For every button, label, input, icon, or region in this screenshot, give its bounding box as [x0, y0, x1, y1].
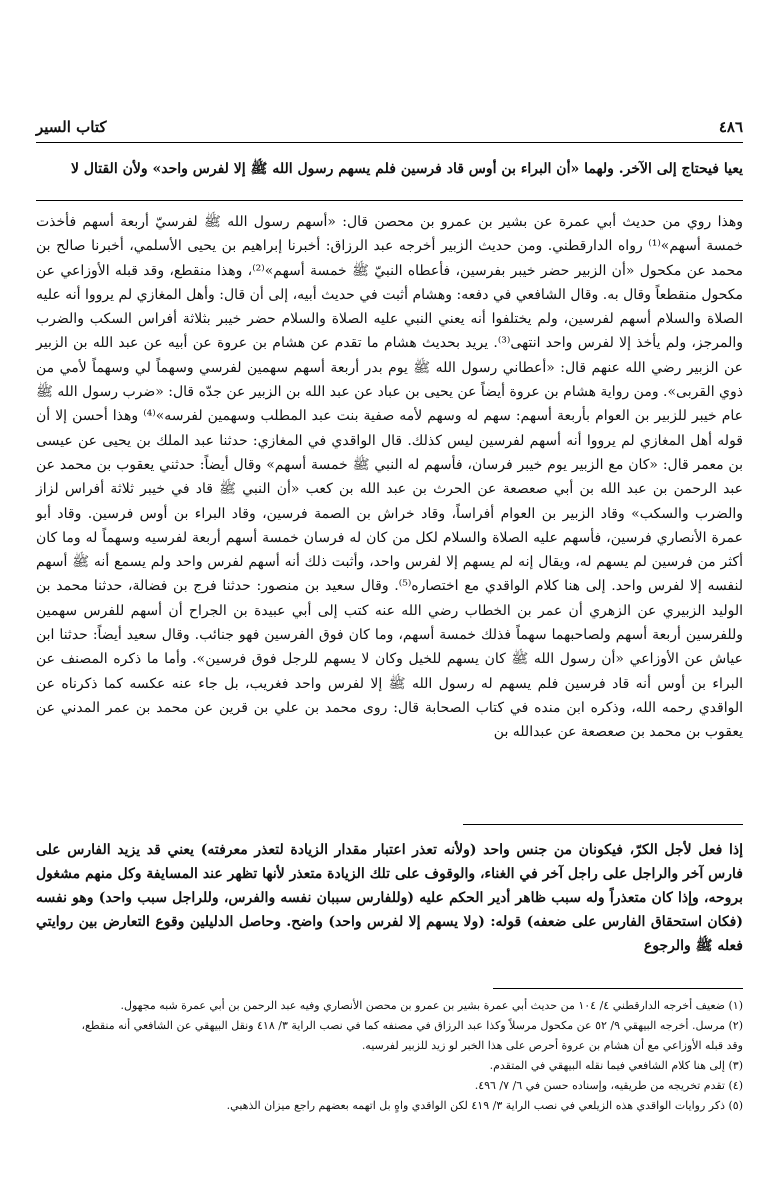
footnote-list [36, 996, 743, 1116]
header-rule [36, 142, 743, 143]
main-text: وهذا روي من حديث أبي عمرة عن بشير بن عمرو بن محصن قال: «أسهم رسول الله ﷺ لفرسيّ أربعة أسهم فأخذت خمسة أسهم»⁽¹⁾ رواه الدارقطني. ومن حديث الزبير أخرجه عبد الرزاق: أخبرنا إبراهيم بن يحيى الأسلمي، أخبرنا صالح بن محمد عن مكحول «أن الزبير حضر خيبر بفرسين، فأعطاه النبيّ ﷺ خمسة أسهم»⁽²⁾، وهذا منقطع، وقد قبله الأوزاعي عن مكحول منقطعاً وقال به. وقال الشافعي في دفعه: وهشام أثبت في حديث أبيه، إلى أن قال: وأهل المغازي لم يرووا أنه عليه الصلاة والسلام أسهم لفرسين، ولم يختلفوا أنه يعني النبي عليه الصلاة والسلام حضر خيبر بثلاثة أفراس السكب والضرب والمرجز، ولم يأخذ إلا لفرس واحد انتهى⁽³⁾. يريد بحديث هشام ما تقدم عن هشام بن عروة عن أبيه عن عبد الله بن الزبير عن الزبير رضي الله عنهم قال: «أعطاني رسول الله ﷺ يوم بدر أربعة أسهم سهمين لفرسي وسهماً لي وسهماً لأمي من ذوي القربى». ومن رواية هشام بن عروة أيضاً عن يحيى بن عباد عن عبد الله بن الزبير عن جدّه قال: «ضرب رسول الله ﷺ عام خيبر للزبير بن العوام بأربعة أسهم: سهم له وسهم لأمه صفية بنت عبد المطلب وسهمين لفرسه»⁽⁴⁾ وهذا أحسن إلا أن قوله أهل المغازي لم يرووا أنه أسهم لفرسين ليس كذلك. قال الواقدي في المغازي: حدثنا عبد الملك بن يحيى عن عيسى بن معمر قال: «كان مع الزبير يوم خيبر فرسان، فأسهم له النبي ﷺ خمسة أسهم» وقال أيضاً: حدثني يعقوب بن محمد عن عبد الرحمن بن عبد الله بن أبي صعصعة عن الحرث بن عبد الله بن كعب «أن النبي ﷺ قاد في خيبر ثلاثة أفراس لزاز والضرب والسكب» وقاد الزبير بن العوام أفراساً، وقاد خراش بن الصمة فرسين، وقاد البراء بن أوس فرسين. وقاد أبو عمرة الأنصاري فرسين، فأسهم عليه الصلاة والسلام لكل من كان له فرسان خمسة أسهم أربعة لفرسيه وسهماً له وما كان أكثر من فرسين لم يسهم له، ويقال إنه لم يسهم إلا لفرس واحد، وأثبت ذلك أنه أسهم لفرس واحد ولم يسمع أنه ﷺ أسهم لنفسه إلا لفرس واحد. إلى هنا كلام الواقدي مع اختصاره⁽⁵⁾. وقال سعيد بن منصور: حدثنا فرج بن فضالة، حدثنا محمد بن الوليد الزبيري عن الزهري أن عمر بن الخطاب رضي الله عنه كتب إلى أبي عبيدة بن الجراح أن أسهم للفرس سهمين وللفرسين أربعة أسهم ولصاحبهما سهماً فذلك خمسة أسهم، وما كان فوق الفرسين فهو جنائب. وقال سعيد أيضاً: حدثنا ابن عياش عن الأوزاعي «أن رسول الله ﷺ كان يسهم للخيل وكان لا يسهم للرجل فوق فرسين». وأما ما ذكره المصنف عن البراء بن أوس أنه قاد فرسين فلم يسهم له رسول الله ﷺ إلا لفرس واحد فغريب، بل جاء عنه عكسه كما ذكرناه عن الواقدي رحمه الله، وذكره ابن منده في كتاب الصحابة قال: روى محمد بن علي بن قرين عن محمد بن عمر المدني عن يعقوب بن محمد بن صعصعة عن عبدالله بن [36, 214, 744, 741]
page-number: ٤٨٦ [718, 118, 743, 136]
footnote: (٢) مرسل. أخرجه البيهقي ٩/ ٥٢ عن مكحول مرسلاً وكذا عبد الرزاق في مصنفه كما في نصب الراية ٣/ ٤١٨ ونقل البيهقي عن الشافعي أنه منقطع، [81, 1019, 743, 1032]
commentary-text: إذا فعل لأجل الكرّ، فيكونان من جنس واحد (ولأنه تعذر اعتبار مقدار الزيادة لتعذر معرفته) يعني قد يزيد الفارس على فارس آخر والراجل على راجل آخر في الغناء، والوقوف على تلك الزيادة متعذر لأنها تظهر عند المسايفة وكل منهم مشغول بروحه، وإذا كان متعذراً وله سبب ظاهر أدير الحكم عليه (وللفارس سببان نفسه والفرس، وللراجل سبب واحد) وهو نفسه (فكان استحقاق الفارس على ضعفه) قوله: (ولا يسهم إلا لفرس واحد) واضح. وحاصل الدليلين وقوع التعارض بين روايتي فعله ﷺ والرجوع [36, 842, 743, 954]
commentary-divider [463, 824, 743, 825]
matn-text: يعيا فيحتاج إلى الآخر. ولهما «أن البراء بن أوس قاد فرسين فلم يسهم رسول الله ﷺ إلا لفرس واحد» ولأن القتال لا [70, 161, 743, 177]
book-title: كتاب السير [36, 118, 107, 136]
footnote: (٣) إلى هنا كلام الشافعي فيما نقله البيهقي في المتقدم. [489, 1059, 743, 1072]
footnote: (٥) ذكر روايات الواقدي هذه الزيلعي في نصب الراية ٣/ ٤١٩ لكن الواقدي واهٍ بل اتهمه بعضهم راجع ميزان الذهبي. [226, 1099, 743, 1112]
footnote: (٤) تقدم تخريجه من طريقيه، وإسناده حسن في ٦/ ٧/ ٤٩٦. [474, 1079, 743, 1092]
matn-divider [36, 200, 743, 201]
footnote: (١) ضعيف أخرجه الدارقطني ٤/ ١٠٤ من حديث أبي عمرة بشير بن عمرو بن محصن الأنصاري وفيه عبد الرحمن بن أبي عمرة شبه مجهول. [120, 999, 743, 1012]
footnote: وقد قبله الأوزاعي مع أن هشام بن عروة أحرص على هذا الخبر لو زيد للزبير لفرسيه. [361, 1039, 743, 1052]
footnote-divider [493, 988, 743, 989]
page-header [36, 118, 743, 140]
